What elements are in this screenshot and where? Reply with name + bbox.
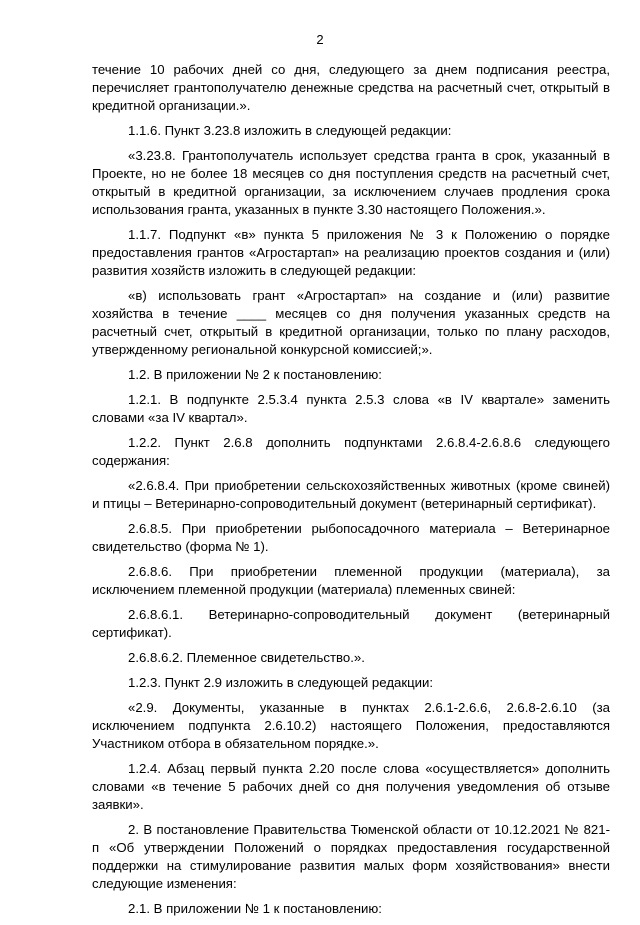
paragraph-1-2-1: 1.2.1. В подпункте 2.5.3.4 пункта 2.5.3 слова «в IV квартале» заменить словами «за IV квартал». — [92, 392, 610, 425]
paragraph-2-6-8-4: «2.6.8.4. При приобретении сельскохозяйственных животных (кроме свиней) и птицы – Ветеринарно-сопроводительный документ (ветеринарный сертификат). — [92, 478, 610, 511]
paragraph-1-2-3: 1.2.3. Пункт 2.9 изложить в следующей редакции: — [128, 675, 434, 690]
paragraph-2-1: 2.1. В приложении № 1 к постановлению: — [128, 901, 382, 916]
paragraph-2-6-8-6: 2.6.8.6. При приобретении племенной продукции (материала), за исключением племенной продукции (материала) племенных свиней: — [92, 564, 610, 597]
paragraph-2-6-8-6-1: 2.6.8.6.1. Ветеринарно-сопроводительный документ (ветеринарный сертификат). — [92, 607, 610, 640]
paragraph-1-1-7: 1.1.7. Подпункт «в» пункта 5 приложения № 3 к Положению о порядке предоставления грантов «Агростартап» на реализацию проектов создания и (или) развития хозяйств изложить в следующей редакции: — [92, 227, 610, 278]
paragraph-continuation: течение 10 рабочих дней со дня, следующего за днем подписания реестра, перечисляет грантополучателю денежные средства на расчетный счет, открытый в кредитной организации.». — [92, 62, 610, 113]
paragraph-3-23-8: «3.23.8. Грантополучатель использует средства гранта в срок, указанный в Проекте, но не более 18 месяцев со дня поступления средств на расчетный счет, открытый в кредитной организации, за исключением случаев продления срока использования гранта, указанных в пункте 3.30 настоящего Положения.». — [92, 148, 610, 217]
paragraph-2-6-8-5: 2.6.8.5. При приобретении рыбопосадочного материала – Ветеринарное свидетельство (форма № 1). — [92, 521, 610, 554]
paragraph-1-2: 1.2. В приложении № 2 к постановлению: — [128, 367, 382, 382]
paragraph-2: 2. В постановление Правительства Тюменской области от 10.12.2021 № 821-п «Об утверждении Положений о порядках предоставления государственной поддержки на стимулирование развития малых форм хозяйствования» внести следующие изменения: — [92, 822, 610, 891]
paragraph-1-2-2: 1.2.2. Пункт 2.6.8 дополнить подпунктами 2.6.8.4-2.6.8.6 следующего содержания: — [92, 435, 610, 468]
paragraph-subitem-v: «в) использовать грант «Агростартап» на создание и (или) развитие хозяйства в течение ____ месяцев со дня получения указанных средств на расчетный счет, открытый в кредитной организации, только по плану расходов, утвержденному региональной конкурсной комиссией;». — [92, 288, 610, 357]
paragraph-1-2-4: 1.2.4. Абзац первый пункта 2.20 после слова «осуществляется» дополнить словами «в течение 5 рабочих дней со дня получения уведомления об отзыве заявки». — [92, 761, 610, 812]
paragraph-2-9: «2.9. Документы, указанные в пунктах 2.6.1-2.6.6, 2.6.8-2.6.10 (за исключением подпункта 2.6.10.2) настоящего Положения, предоставляются Участником отбора в обязательном порядке.». — [92, 700, 610, 751]
paragraph-2-6-8-6-2: 2.6.8.6.2. Племенное свидетельство.». — [128, 650, 365, 665]
page-number: 2 — [316, 32, 324, 47]
paragraph-1-1-6: 1.1.6. Пункт 3.23.8 изложить в следующей редакции: — [128, 123, 452, 138]
document-body — [92, 61, 610, 925]
